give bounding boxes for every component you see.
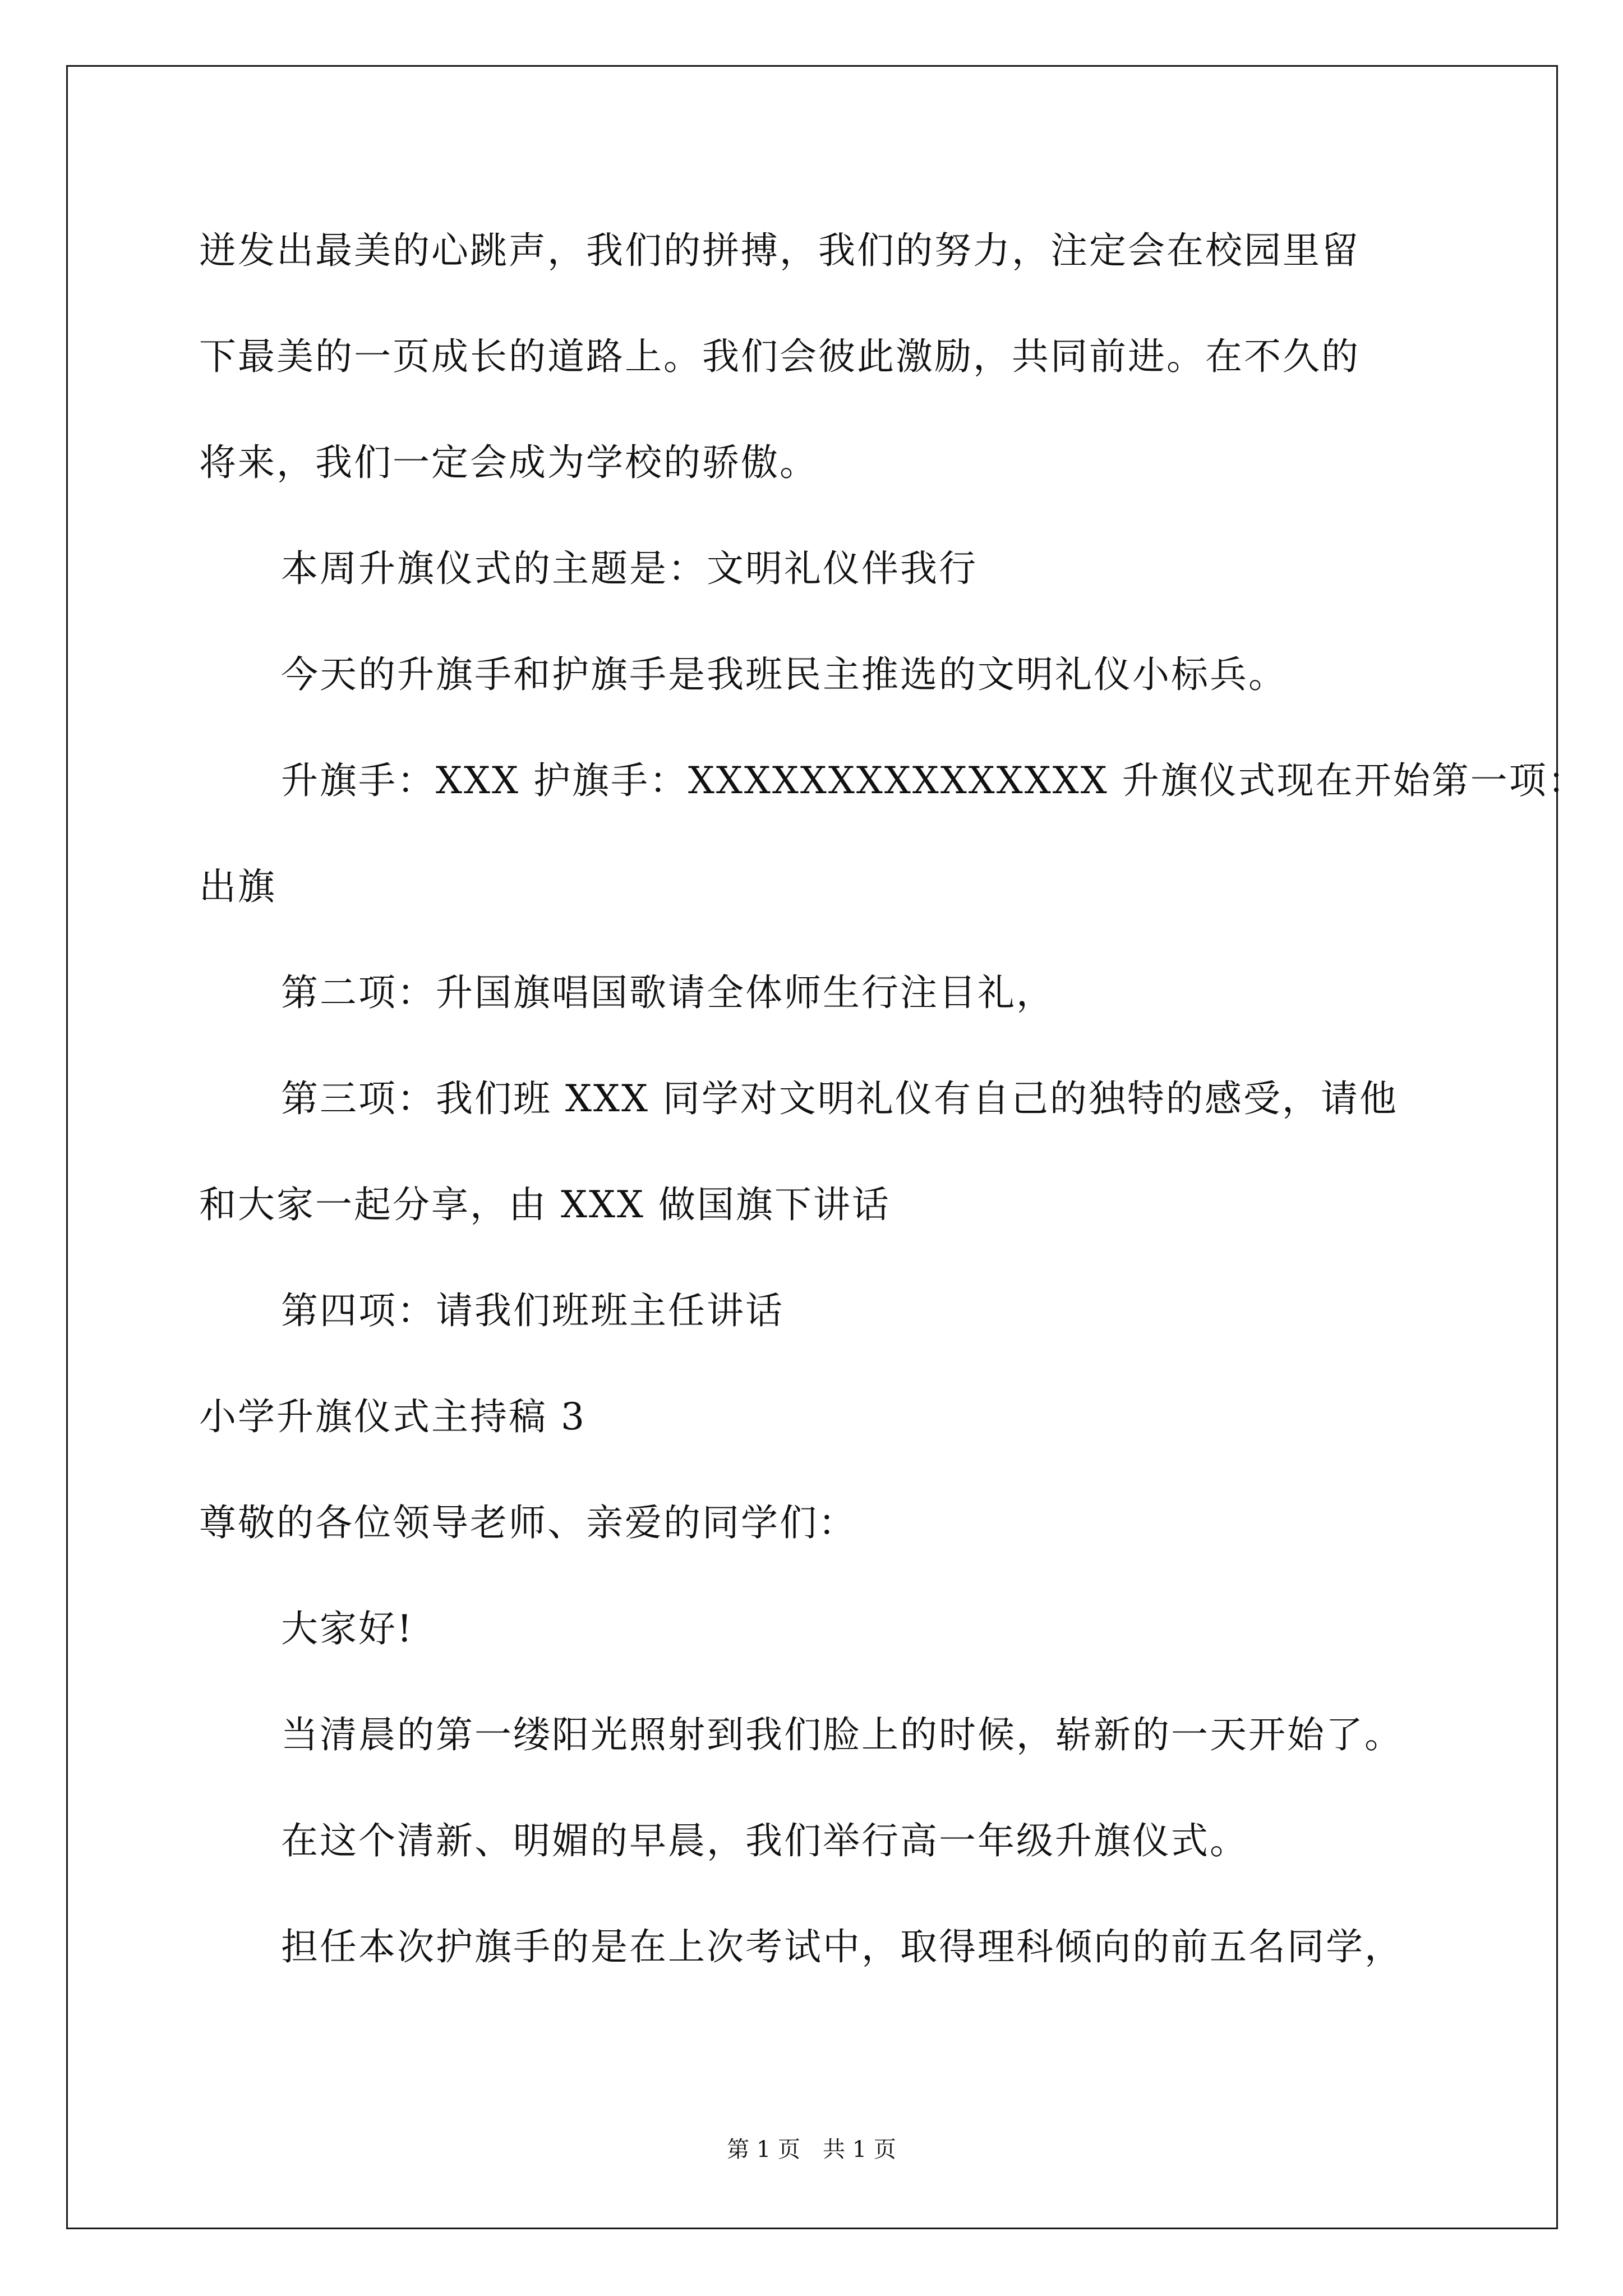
paragraph-line: 第二项：升国旗唱国歌请全体师生行注目礼， <box>281 971 1055 1014</box>
paragraph-line: 将来，我们一定会成为学校的骄傲。 <box>199 441 818 484</box>
paragraph-line: 当清晨的第一缕阳光照射到我们脸上的时候，崭新的一天开始了。 <box>281 1713 1403 1756</box>
paragraph-line: 本周升旗仪式的主题是：文明礼仪伴我行 <box>281 547 978 590</box>
paragraph-line: 下最美的一页成长的道路上。我们会彼此激励，共同前进。在不久的 <box>199 335 1360 378</box>
paragraph-line: 第四项：请我们班班主任讲话 <box>281 1289 784 1332</box>
paragraph-line: 在这个清新、明媚的早晨，我们举行高一年级升旗仪式。 <box>281 1819 1248 1862</box>
salutation: 尊敬的各位领导老师、亲爱的同学们： <box>199 1501 857 1544</box>
greeting: 大家好! <box>281 1607 414 1650</box>
paragraph-line: 升旗手：XXX 护旗手：XXXXXXXXXXXXXXX 升旗仪式现在开始第一项： <box>281 759 1587 802</box>
page-border <box>66 65 1558 2229</box>
paragraph-line: 出旗 <box>199 865 276 908</box>
paragraph-line: 和大家一起分享，由 XXX 做国旗下讲话 <box>199 1183 891 1226</box>
paragraph-line: 今天的升旗手和护旗手是我班民主推选的文明礼仪小标兵。 <box>281 653 1287 696</box>
section-heading: 小学升旗仪式主持稿 3 <box>199 1395 586 1438</box>
paragraph-line: 担任本次护旗手的是在上次考试中，取得理科倾向的前五名同学， <box>281 1925 1403 1968</box>
paragraph-line: 第三项：我们班 XXX 同学对文明礼仪有自己的独特的感受，请他 <box>281 1077 1398 1120</box>
page-number-footer: 第 1 页 共 1 页 <box>727 2137 896 2162</box>
paragraph-line: 迸发出最美的心跳声，我们的拼搏，我们的努力，注定会在校园里留 <box>199 229 1360 272</box>
